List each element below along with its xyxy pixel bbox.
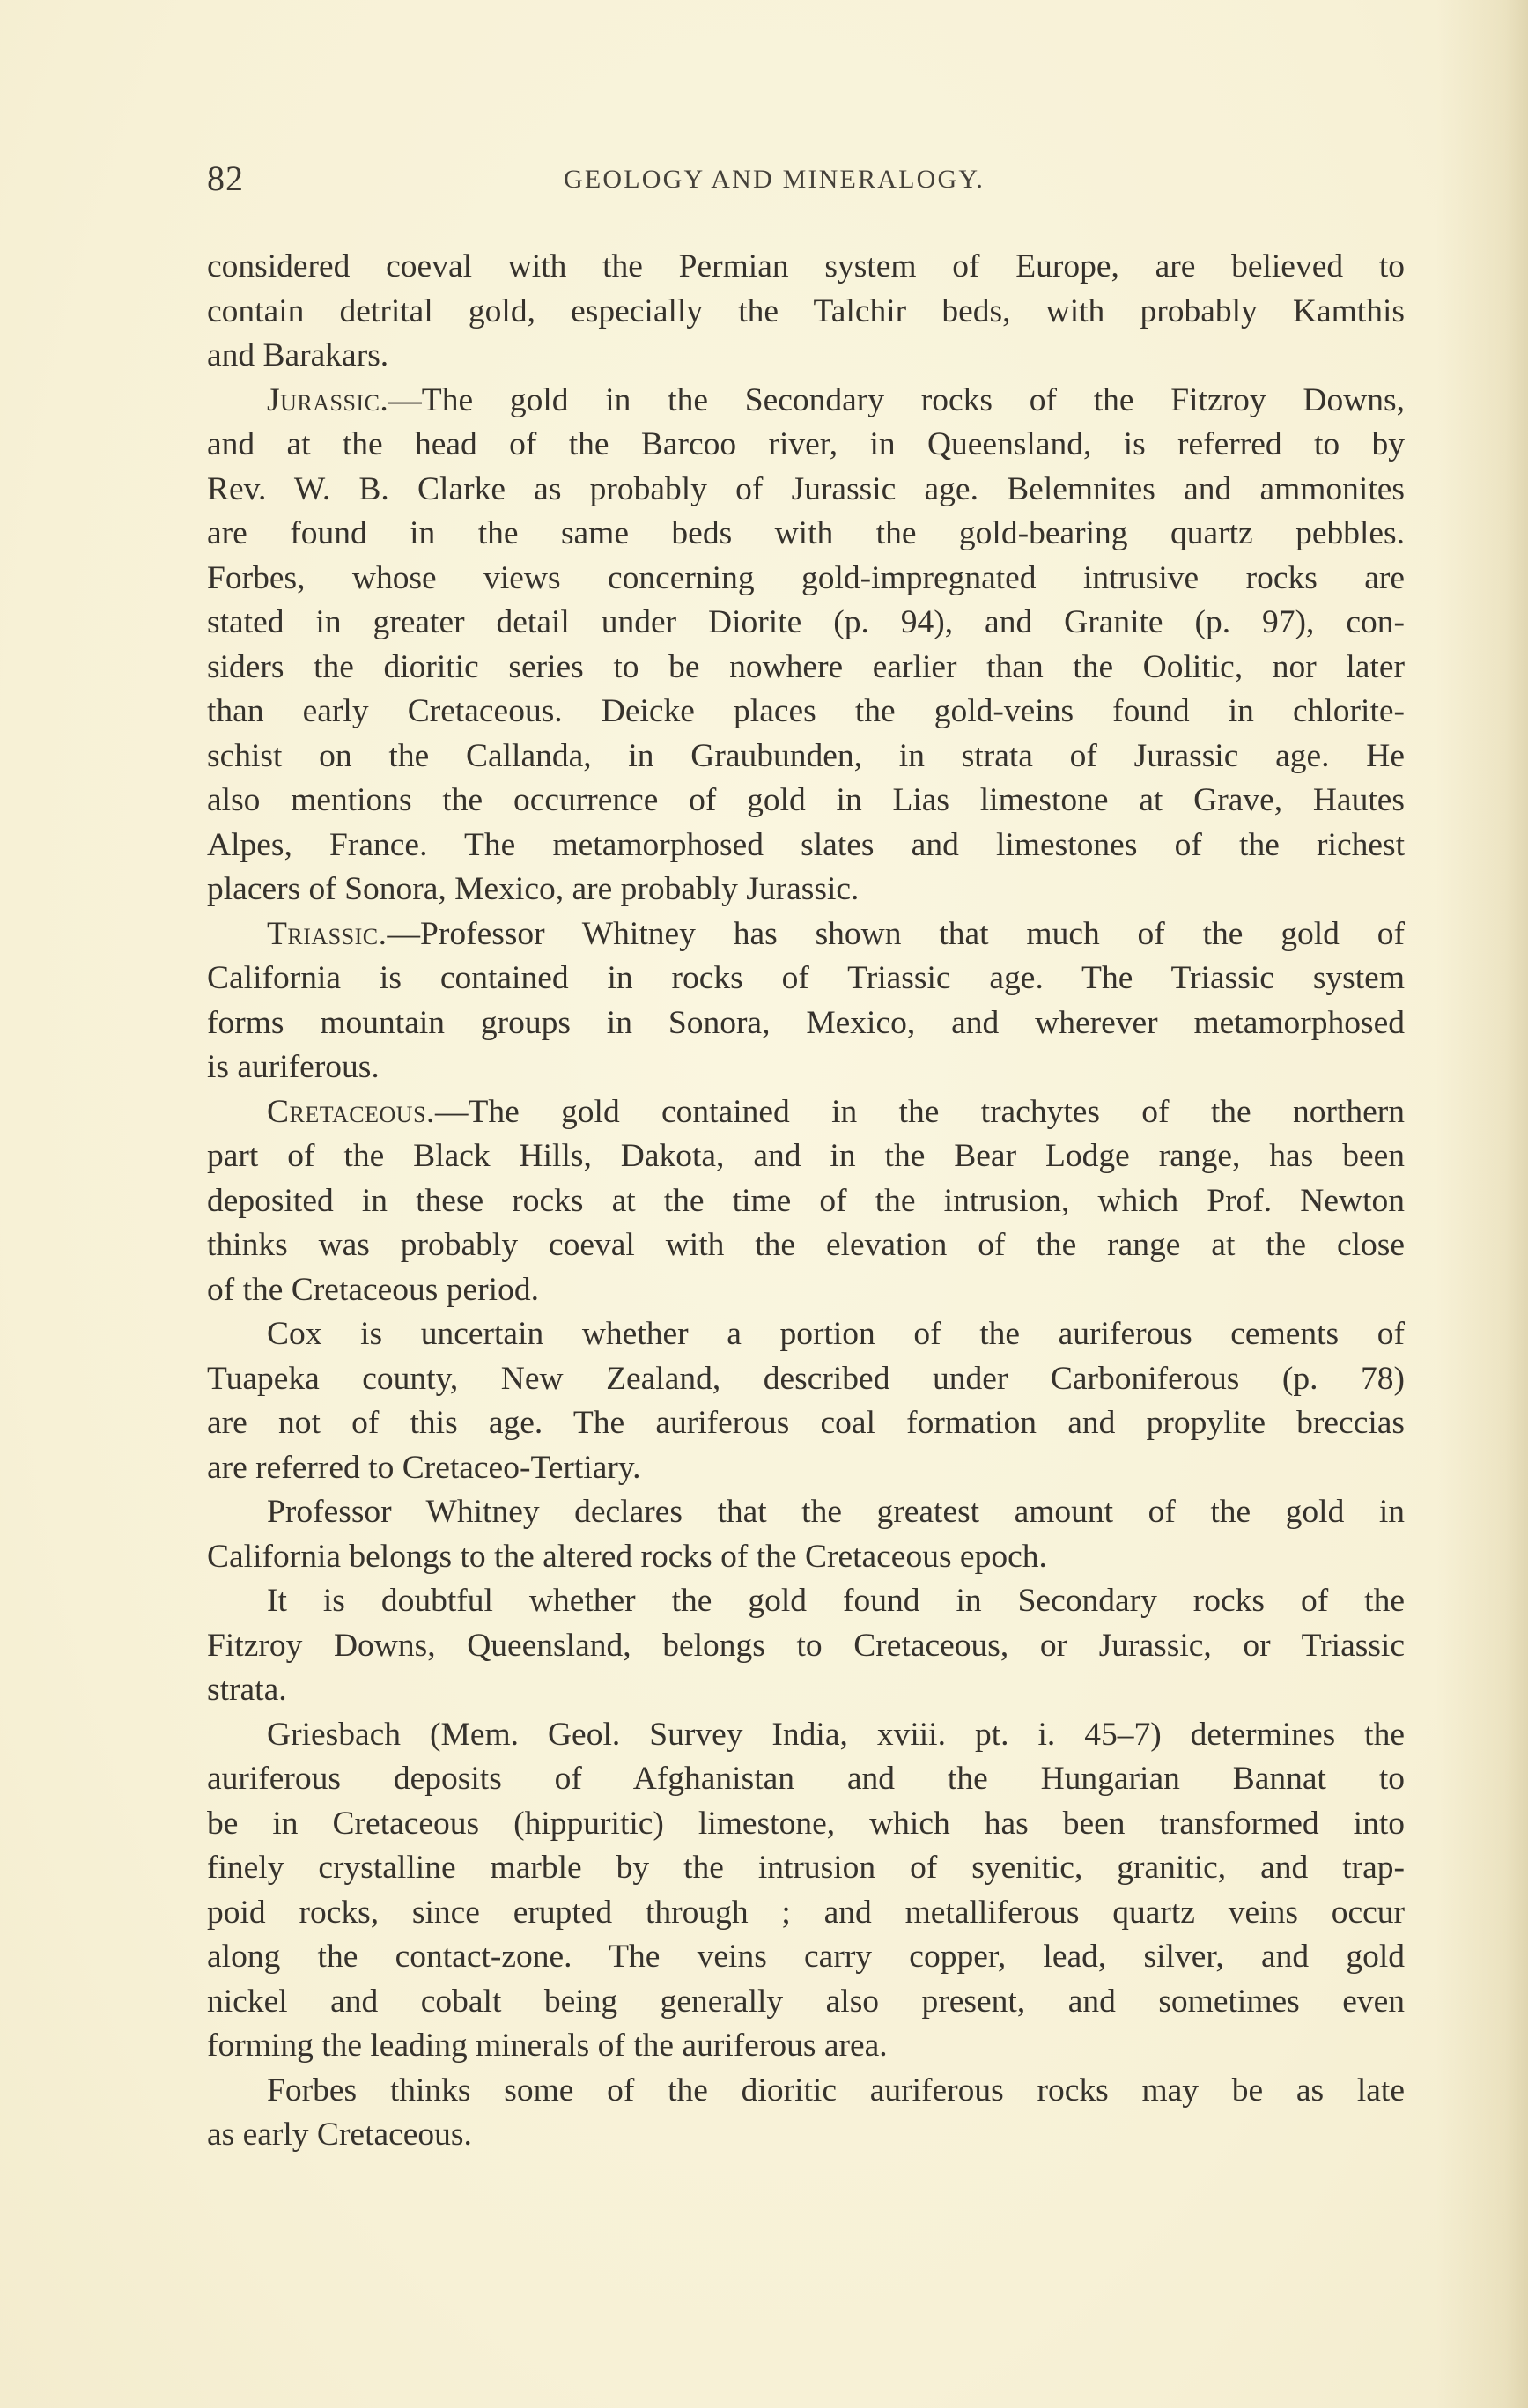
line-text: are referred to Cretaceo-Tertiary. bbox=[207, 1449, 641, 1486]
text-line bbox=[207, 646, 1405, 691]
line-text: —Professor Whitney has shown that much of the gold of bbox=[387, 915, 1405, 952]
line-text: than early Cretaceous. Deicke places the gold-veins found in chlorite- bbox=[207, 693, 1405, 729]
text-line bbox=[207, 334, 1405, 379]
text-line bbox=[207, 1134, 1405, 1179]
text-line bbox=[207, 1980, 1405, 2025]
line-text: and Barakars. bbox=[207, 337, 389, 373]
text-line bbox=[207, 1312, 1405, 1357]
line-text: poid rocks, since erupted through ; and metalliferous quartz veins occur bbox=[207, 1894, 1405, 1931]
line-text: along the contact-zone. The veins carry copper, lead, silver, and gold bbox=[207, 1939, 1405, 1975]
text-line bbox=[207, 290, 1405, 335]
section-heading-line bbox=[207, 379, 1405, 424]
text-line bbox=[207, 601, 1405, 646]
text-line bbox=[207, 557, 1405, 602]
line-text: —The gold in the Secondary rocks of the Fitzroy Downs, bbox=[388, 381, 1405, 418]
line-text: of the Cretaceous period. bbox=[207, 1271, 539, 1308]
text-line bbox=[207, 868, 1405, 912]
text-line bbox=[207, 1401, 1405, 1446]
text-line bbox=[207, 2113, 1405, 2158]
line-text: strata. bbox=[207, 1672, 287, 1708]
line-text: Professor Whitney declares that the greatest amount of the gold in bbox=[267, 1494, 1405, 1530]
text-line bbox=[207, 1223, 1405, 1268]
text-line bbox=[207, 1935, 1405, 1980]
line-text: is auriferous. bbox=[207, 1049, 380, 1085]
line-text: placers of Sonora, Mexico, are probably Jurassic. bbox=[207, 871, 860, 907]
text-line bbox=[207, 1446, 1405, 1491]
line-text: are not of this age. The auriferous coal formation and propylite breccias bbox=[207, 1405, 1405, 1441]
text-line bbox=[207, 1846, 1405, 1891]
line-text: forms mountain groups in Sonora, Mexico, and wherever metamorphosed bbox=[207, 1004, 1405, 1041]
text-line bbox=[207, 1001, 1405, 1046]
text-line bbox=[207, 1802, 1405, 1847]
line-text: schist on the Callanda, in Graubunden, in strata of Jurassic age. He bbox=[207, 737, 1405, 774]
text-line bbox=[207, 512, 1405, 557]
text-line bbox=[207, 1891, 1405, 1936]
line-text: California belongs to the altered rocks of the Cretaceous epoch. bbox=[207, 1538, 1047, 1575]
text-line bbox=[207, 245, 1405, 290]
line-text: as early Cretaceous. bbox=[207, 2116, 472, 2153]
line-text: Cox is uncertain whether a portion of the auriferous cements of bbox=[267, 1316, 1405, 1352]
line-text: be in Cretaceous (hippuritic) limestone, which has been transformed into bbox=[207, 1805, 1405, 1842]
text-line bbox=[207, 1179, 1405, 1224]
page-number: 82 bbox=[207, 159, 244, 198]
running-head bbox=[207, 157, 1405, 201]
text-line bbox=[207, 2024, 1405, 2069]
line-text: nickel and cobalt being generally also present, and sometimes even bbox=[207, 1983, 1405, 2020]
text-line bbox=[207, 779, 1405, 824]
text-line bbox=[207, 2069, 1405, 2114]
line-text: —The gold contained in the trachytes of the northern bbox=[434, 1093, 1405, 1130]
text-line bbox=[207, 824, 1405, 868]
line-text: also mentions the occurrence of gold in Lias limestone at Grave, Hautes bbox=[207, 782, 1405, 818]
section-heading-line bbox=[207, 1090, 1405, 1135]
text-line bbox=[207, 1268, 1405, 1313]
line-text: forming the leading minerals of the auriferous area. bbox=[207, 2028, 888, 2064]
running-title: GEOLOGY AND MINERALOGY. bbox=[564, 165, 985, 194]
text-line bbox=[207, 1579, 1405, 1624]
line-text: It is doubtful whether the gold found in Secondary rocks of the bbox=[267, 1583, 1405, 1619]
line-text: contain detrital gold, especially the Talchir beds, with probably Kamthis bbox=[207, 292, 1405, 329]
line-text: deposited in these rocks at the time of the intrusion, which Prof. Newton bbox=[207, 1182, 1405, 1219]
text-line bbox=[207, 1535, 1405, 1580]
line-text: thinks was probably coeval with the elevation of the range at the close bbox=[207, 1227, 1405, 1263]
line-text: are found in the same beds with the gold-bearing quartz pebbles. bbox=[207, 515, 1405, 551]
line-text: Alpes, France. The metamorphosed slates and limestones of the richest bbox=[207, 826, 1405, 863]
text-line bbox=[207, 1490, 1405, 1535]
line-text: Fitzroy Downs, Queensland, belongs to Cretaceous, or Jurassic, or Triassic bbox=[207, 1627, 1405, 1664]
line-text: Tuapeka county, New Zealand, described under Carboniferous (p. 78) bbox=[207, 1360, 1405, 1397]
body-text bbox=[207, 245, 1405, 2158]
line-text: Forbes, whose views concerning gold-impregnated intrusive rocks are bbox=[207, 559, 1405, 596]
section-heading-line bbox=[207, 912, 1405, 957]
text-line bbox=[207, 1624, 1405, 1669]
line-text: Forbes thinks some of the dioritic auriferous rocks may be as late bbox=[267, 2072, 1405, 2109]
text-line bbox=[207, 468, 1405, 513]
line-text: and at the head of the Barcoo river, in Queensland, is referred to by bbox=[207, 426, 1405, 462]
line-text: Griesbach (Mem. Geol. Survey India, xviii. pt. i. 45–7) determines the bbox=[267, 1716, 1405, 1753]
line-text: auriferous deposits of Afghanistan and the Hungarian Bannat to bbox=[207, 1761, 1405, 1797]
line-text: part of the Black Hills, Dakota, and in the Bear Lodge range, has been bbox=[207, 1138, 1405, 1174]
line-text: stated in greater detail under Diorite (p. 94), and Granite (p. 97), con- bbox=[207, 604, 1405, 640]
line-text: siders the dioritic series to be nowhere earlier than the Oolitic, nor later bbox=[207, 648, 1405, 685]
text-line bbox=[207, 1668, 1405, 1713]
text-line bbox=[207, 735, 1405, 779]
text-line bbox=[207, 423, 1405, 468]
text-line bbox=[207, 1045, 1405, 1090]
line-text: Rev. W. B. Clarke as probably of Jurassic age. Belemnites and ammonites bbox=[207, 470, 1405, 507]
section-heading: Triassic. bbox=[267, 915, 388, 952]
line-text: considered coeval with the Permian system of Europe, are believed to bbox=[207, 248, 1405, 284]
section-heading: Cretaceous. bbox=[267, 1093, 435, 1130]
text-line bbox=[207, 1357, 1405, 1402]
line-text: California is contained in rocks of Triassic age. The Triassic system bbox=[207, 960, 1405, 996]
section-heading: Jurassic. bbox=[267, 381, 389, 418]
text-line bbox=[207, 1713, 1405, 1758]
line-text: finely crystalline marble by the intrusion of syenitic, granitic, and trap- bbox=[207, 1850, 1405, 1886]
text-line bbox=[207, 957, 1405, 1001]
text-line bbox=[207, 1757, 1405, 1802]
text-line bbox=[207, 690, 1405, 735]
